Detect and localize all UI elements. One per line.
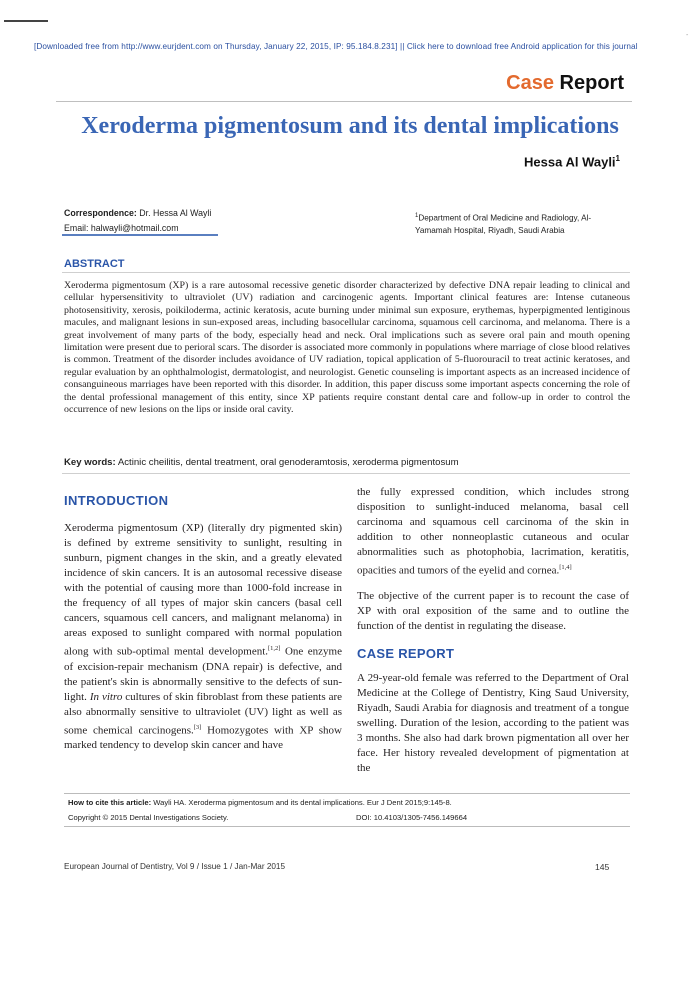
side-mark: - — [686, 32, 689, 39]
intro-p1-part-d: Homozygotes with XP show marked tendency to develop skin cancer and have — [64, 724, 342, 752]
doi-line[interactable]: DOI: 10.4103/1305-7456.149664 — [356, 813, 468, 822]
section-label — [506, 72, 624, 95]
introduction-heading: INTRODUCTION — [64, 493, 169, 508]
email-underline — [62, 234, 218, 236]
intro-p2-text: the fully expressed condition, which includes strong disposition to sunlight-induced melanoma, basal cell carcinoma and squamous cell carcinoma of the skin in addition to other nonneoplastic cutaneous and ocular abnormalities such as photophobia, lacrimation, keratitis, opacities and tumors of the eyelid and cornea. — [357, 486, 629, 577]
abstract-heading: ABSTRACT — [64, 258, 125, 270]
abstract-divider — [62, 272, 630, 273]
right-column — [357, 485, 629, 776]
keywords-text: Actinic cheilitis, dental treatment, oral genoderamtosis, xeroderma pigmentosum — [115, 457, 459, 468]
intro-p1-part-c: cultures of skin fibroblast from these patients are also abnormally sensitive to ultraviolet (UV) light as well as some chemical carcinogens. — [64, 690, 343, 737]
how-to-cite-text: Wayli HA. Xeroderma pigmentosum and its dental implications. Eur J Dent 2015;9:145-8. — [151, 798, 452, 807]
citation-ref: [1,2] — [268, 645, 281, 652]
abstract-text: Xeroderma pigmentosum (XP) is a rare autosomal recessive genetic disorder characterized by defective DNA repair leading to clinical and cellular hypersensitivity to ultraviolet (UV) radiation and carcinogenic agents. Important clinical features are: Intense cutaneous photosensitivity, xerosis, poikiloderma, actinic keratosis, acute burning under minimal sun exposure, erythemas, hyperpigmented lentiginous macules, and malignant lesions in sun-exposed areas, including basocellular carcinoma, squamous cell carcinoma, and melanoma. There is a great involvement of many parts of the body, especially head and neck. Oral implications such as severe oral pain and mouth opening limitation were present due to perioral scars. The disorder is associated more commonly in populations where marriage of close blood relatives is common. Treatment of the disorder includes avoidance of UV radiation, topical application of 5-fluorouracil to treat actinic keratoses, and regular evaluation by an ophthalmologist, dermatologist, and neurologist. Genetic counseling is important aspects as an increased incidence of consanguineous marriages have been reported with this disorder. In addition, this paper discuss some important aspects concerning the role of the dental professional management of this entity, since XP patients require constant dental care and follow-up in order to control the occurrence of new lesions on the lips or inside oral cavity. — [64, 280, 630, 416]
article-title: Xeroderma pigmentosum and its dental implications — [81, 113, 619, 139]
correspondence-block — [64, 206, 211, 236]
page-number: 145 — [595, 862, 610, 872]
citation-box — [64, 793, 630, 827]
footer-journal: European Journal of Dentistry, Vol 9 / Issue 1 / Jan-Mar 2015 — [64, 862, 286, 871]
intro-paragraph-1 — [64, 521, 342, 753]
intro-p1-italic: In vitro — [89, 690, 123, 703]
citation-ref: [1,4] — [559, 564, 572, 571]
author — [524, 154, 620, 169]
keywords-line — [64, 457, 459, 468]
affiliation-text: Department of Oral Medicine and Radiology, Al-Yamamah Hospital, Riyadh, Saudi Arabia — [415, 213, 592, 235]
copyright-line: Copyright © 2015 Dental Investigations Society. — [68, 813, 229, 822]
section-label-word2: Report — [559, 72, 624, 94]
intro-p1-part-a: Xeroderma pigmentosum (XP) (literally dry pigmented skin) is defined by extreme sensitivity to sunlight, resulting in sunburn, pigment changes in the skin, and a greatly elevated incidence of skin cancers. It is an autosomal recessive disease with the potential of causing more than 1000-fold increase in the frequency of all types of major skin cancers (basal cell cancers, squamous cell cancers, and malignant melanoma) in areas exposed to sunlight compared with normal population along with sub-optimal mental development. — [64, 522, 342, 658]
keywords-divider — [62, 473, 630, 474]
correspondence-email[interactable]: Email: halwayli@hotmail.com — [64, 223, 179, 233]
author-name: Hessa Al Wayli — [524, 154, 616, 170]
left-column — [64, 521, 342, 753]
case-report-paragraph: A 29-year-old female was referred to the Department of Oral Medicine at the College of Dentistry, King Saud University, Riyadh, Saudi Arabia for diagnosis and treatment of a tongue swelling. Duration of the lesion, according to the patient was 3 months. She also had dark brown pigmentation all over her face. Her history revealed development of pigmentation at the — [357, 671, 629, 774]
how-to-cite — [68, 798, 452, 807]
how-to-cite-label: How to cite this article: — [68, 798, 152, 807]
citation-ref: [3] — [193, 723, 202, 731]
correspondence-name: Dr. Hessa Al Wayli — [136, 208, 212, 218]
download-banner-link[interactable]: [Downloaded free from http://www.eurjdent.com on Thursday, January 22, 2015, IP: 95.184.8.231] || Click here to download free Android application for this journal — [34, 42, 638, 51]
corner-scan-mark — [4, 20, 48, 22]
affiliation — [415, 210, 615, 237]
case-report-heading: CASE REPORT — [357, 645, 455, 661]
keywords-label: Key words: — [64, 457, 116, 468]
intro-p1-part-b: One enzyme of excision-repair mechanism (DNA repair) is defective, and the patient's skin is abnormally sensitive to the defects of sun-light. — [64, 645, 342, 703]
affiliation-mark: 1 — [415, 213, 419, 219]
author-affiliation-mark: 1 — [615, 154, 620, 163]
header-divider — [56, 101, 632, 102]
intro-paragraph-3: The objective of the current paper is to recount the case of XP with oral exposition of the same and to outline the function of the dentist in regulating the disease. — [357, 589, 629, 632]
section-label-word1: Case — [506, 72, 554, 94]
correspondence-label: Correspondence: — [64, 208, 137, 218]
intro-paragraph-2 — [357, 485, 629, 579]
